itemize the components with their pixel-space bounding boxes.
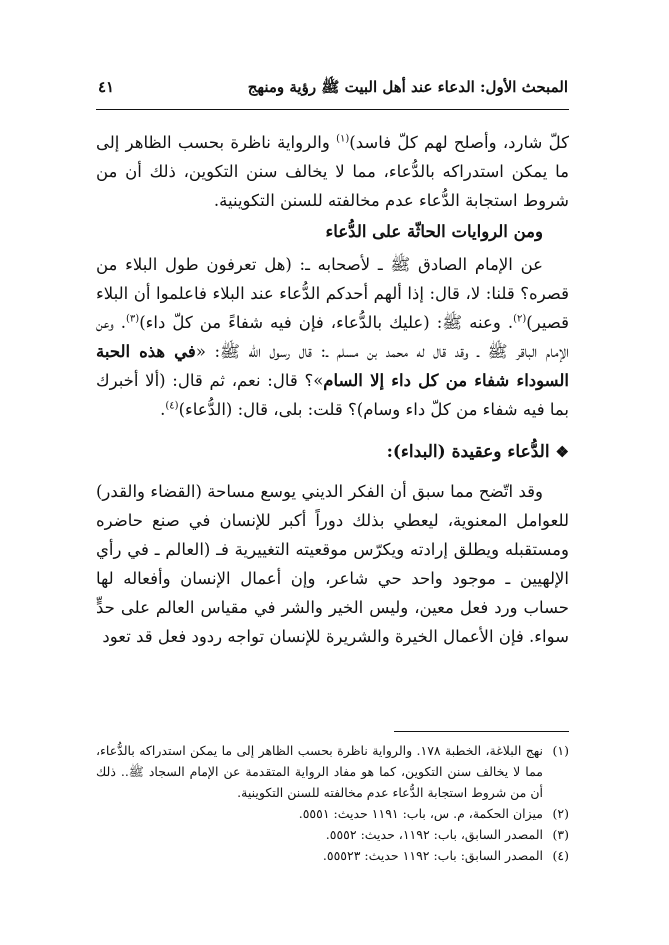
p2-text-a: عن الإمام الصادق ﷺ ـ لأصحابه ـ: (هل تعرفون طول البلاء من قصره؟ قلنا: لا، قال: إذا ألهم أحدكم الدُّعاء عند البلاء فاعلموا أن البلاء قصير) [96, 255, 569, 332]
footnote-number: (١) [552, 743, 569, 758]
footnote-item [96, 845, 569, 866]
footnote-item [96, 824, 569, 845]
footnote-ref-1[interactable]: (١) [336, 133, 350, 145]
running-header [98, 78, 568, 104]
section-heading-text: الدُّعاء وعقيدة (البداء): [386, 442, 550, 462]
footnote-text: المصدر السابق، باب: ١١٩٢، حديث: ٥٥٥٢. [325, 827, 543, 842]
p2-bold-quote: في هذه الحبة السوداء شفاء من كل داء إلا السام [96, 342, 569, 390]
paragraph-3: وقد اتّضح مما سبق أن الفكر الديني يوسع مساحة (القضاء والقدر) للعوامل المعنوية، ليعطي بذلك دوراً أكبر للإنسان في صنع حاضره ومستقبله ويطلق إرادته ويكرّس موقعيته التغييرية فـ (العالم ـ في رأي الإلهيين ـ موجود واحد حي شاعر، وإن أعمال الإنسان وأفعاله لها حساب ورد فعل معين، وليس الخير والشر في مقياس العالم على حدٍّ سواء. فإن الأعمال الخيرة والشريرة للإنسان تواجه ردود فعل قد تعود [96, 482, 569, 646]
footnotes [96, 740, 569, 866]
p2-text-c: . وعن الإمام الباقر ﷺ ـ وقد قال له محمد بن مسلم ـ: قال رسول الله ﷺ: « [96, 313, 569, 361]
diamond-bullet-icon: ❖ [555, 443, 569, 461]
footnote-ref-2[interactable]: (٢) [513, 313, 527, 325]
footnote-text: المصدر السابق: باب: ١١٩٢ حديث: ٥٥٥٢٣. [322, 848, 543, 863]
p1-text-b: والرواية ناظرة بحسب الظاهر إلى ما يمكن استدراكه بالدُّعاء، مما لا يخالف سنن التكوين، ذلك أن من شروط استجابة الدُّعاء عدم مخالفته للسنن التكوينية. [96, 133, 569, 210]
page-number: ٤١ [98, 78, 115, 96]
footnote-ref-4[interactable]: (٤) [165, 400, 179, 412]
paragraph-1 [96, 128, 569, 215]
footnote-number: (٤) [552, 848, 569, 863]
p2-text-d: »؟ قال: نعم، ثم قال: (ألا أخبرك بما فيه شفاء من كلّ داء وسام)؟ قلت: بلى، قال: (الدُّعاء) [96, 371, 569, 419]
p2-text-b: . وعنه ﷺ: (عليك بالدُّعاء، فإن فيه شفاءً من كلّ داء) [139, 313, 514, 332]
footnote-number: (٢) [552, 806, 569, 821]
footnote-ref-3[interactable]: (٣) [126, 313, 140, 325]
header-title: المبحث الأول: الدعاء عند أهل البيت ﷺ رؤية ومنهج [247, 78, 568, 96]
footnote-number: (٣) [552, 827, 569, 842]
subheading: ومن الروايات الحاثّة على الدُّعاء [325, 222, 543, 241]
footnote-item [96, 803, 569, 824]
paragraph-2 [96, 250, 569, 424]
section-heading [96, 438, 569, 467]
main-text [96, 128, 569, 651]
footnote-text: نهج البلاغة، الخطبة ١٧٨. والرواية ناظرة بحسب الظاهر إلى ما يمكن استدراكه بالدُّعاء، مما لا يخالف سنن التكوين، كما هو مفاد الرواية المتقدمة عن الإمام السجاد ﷺ.. ذلك أن من شروط استجابة الدُّعاء عدم مخالفته للسنن التكوينية. [96, 743, 544, 800]
p1-text-a: كلّ شارد، وأصلح لهم كلّ فاسد) [349, 133, 569, 152]
footnote-divider [394, 731, 569, 732]
footnote-text: ميزان الحكمة، م. س، باب: ١١٩١ حديث: ٥٥٥١. [298, 806, 543, 821]
p2-text-e: . [160, 400, 166, 419]
header-divider [96, 109, 569, 110]
footnote-item [96, 740, 569, 803]
